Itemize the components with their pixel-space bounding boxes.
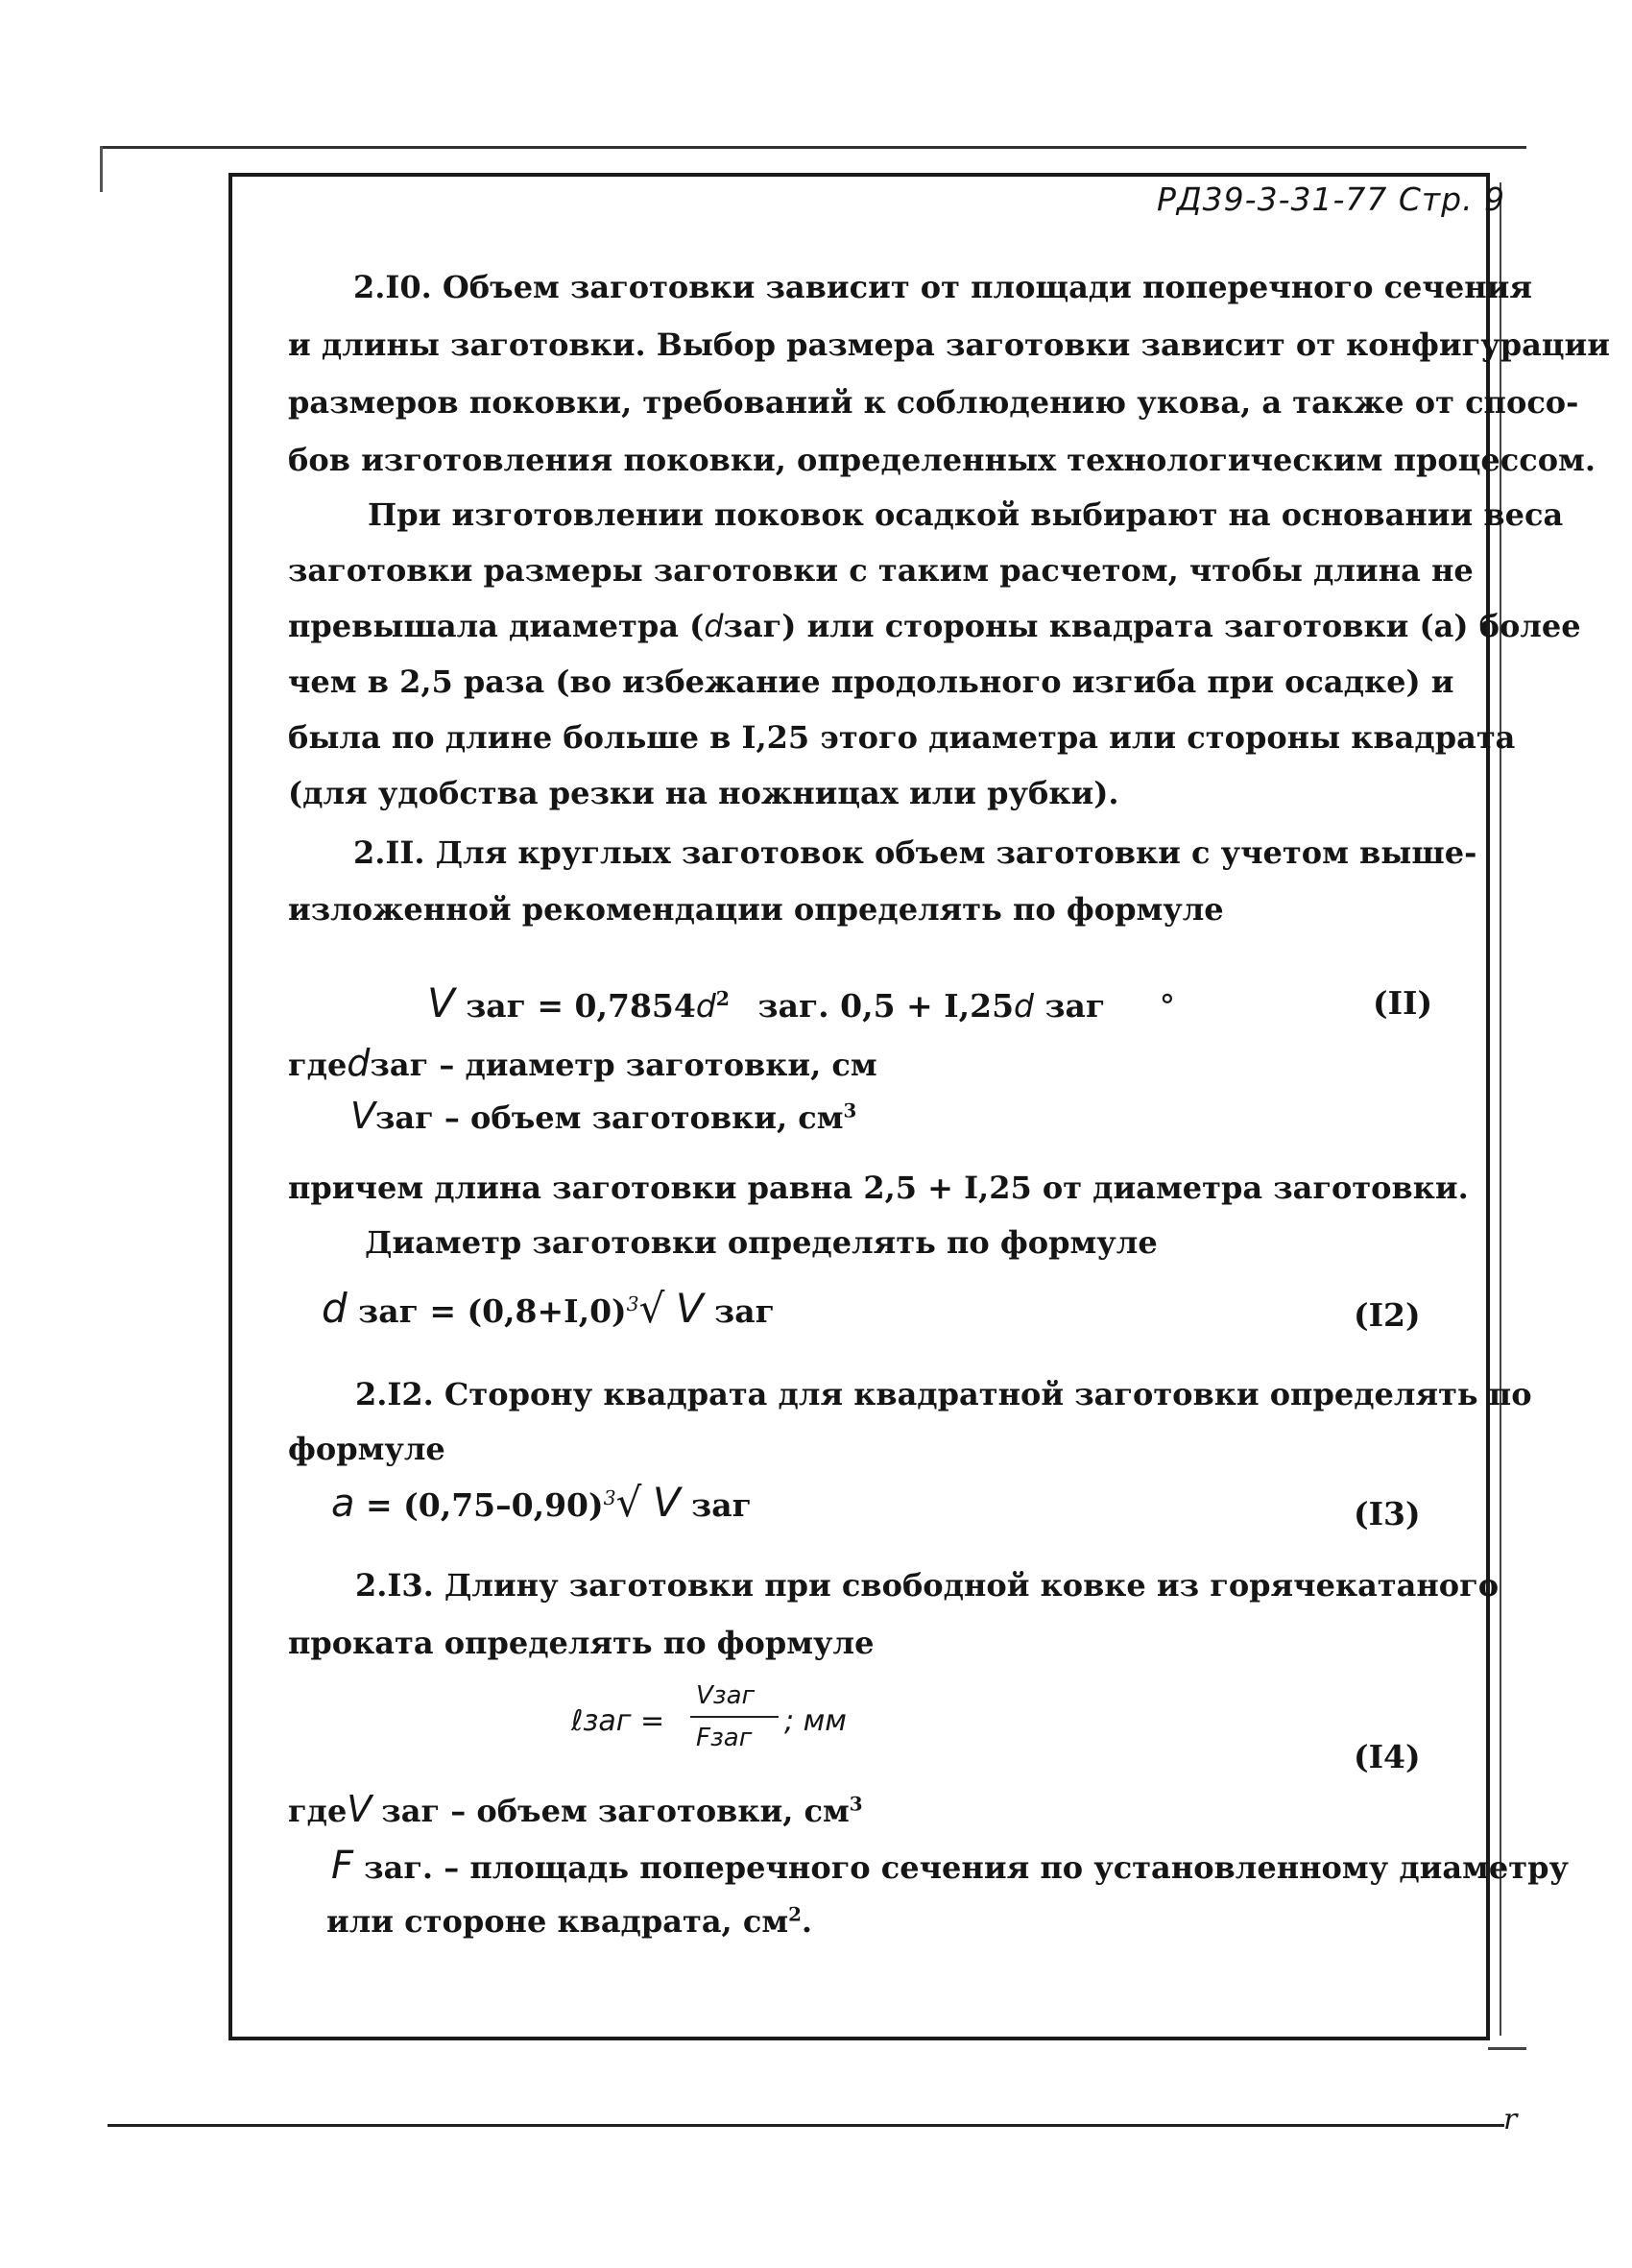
- paragraph-line: причем длина заготовки равна 2,5 + I,25 от диаметра заготовки.: [288, 1170, 1469, 1206]
- formula-part: заг: [714, 1292, 775, 1330]
- text-run: заг. – площадь поперечного сечения по установленному диаметру: [364, 1849, 1569, 1886]
- fraction-bar: [690, 1716, 779, 1718]
- formula-part: заг = (0,8+I,0): [358, 1292, 627, 1330]
- v-symbol: V: [350, 1095, 375, 1137]
- definition-line: [288, 1042, 877, 1084]
- outer-frame-left-tick: [100, 146, 103, 192]
- paragraph-line: При изготовлении поковок осадкой выбирают на основании веса: [368, 496, 1564, 533]
- root-index: 3: [626, 1292, 639, 1315]
- root-index: 3: [603, 1486, 616, 1509]
- formula-part: заг: [691, 1486, 752, 1524]
- d-symbol: d: [322, 1285, 348, 1332]
- formula-lhs: ℓзаг =: [571, 1704, 665, 1738]
- formula-part: = (0,75–0,90): [366, 1486, 604, 1524]
- formula-number: (I3): [1354, 1495, 1421, 1532]
- d-symbol: d: [695, 987, 716, 1025]
- text-run: заг – объем заготовки, см: [381, 1793, 850, 1829]
- fraction-numerator: Vзаг: [696, 1681, 756, 1710]
- f-symbol: F: [331, 1844, 354, 1888]
- text-run: где: [288, 1047, 348, 1083]
- a-symbol: a: [331, 1482, 355, 1526]
- text-run: или стороне квадрата, см: [326, 1903, 789, 1940]
- formula-13: [331, 1479, 752, 1526]
- paragraph-line: размеров поковки, требований к соблюдению укова, а также от спосо-: [288, 384, 1579, 421]
- d-symbol: d: [704, 608, 724, 644]
- paragraph-line: Диаметр заготовки определять по формуле: [365, 1224, 1158, 1261]
- paragraph-line: (для удобства резки на ножницах или рубки).: [288, 775, 1119, 811]
- formula-part: заг: [1044, 987, 1106, 1025]
- paragraph-line: чем в 2,5 раза (во избежание продольного изгиба при осадке) и: [288, 664, 1454, 700]
- paragraph-line: изложенной рекомендации определять по формуле: [288, 891, 1224, 928]
- v-symbol: V: [652, 1479, 681, 1526]
- paragraph-line: была по длине больше в I,25 этого диаметра или стороны квадрата: [288, 719, 1516, 756]
- paragraph-line: заготовки размеры заготовки с таким расчетом, чтобы длина не: [288, 552, 1474, 589]
- superscript: 3: [849, 1792, 863, 1816]
- paragraph-line: 2.I2. Сторону квадрата для квадратной заготовки определять по: [355, 1376, 1532, 1412]
- unit-label: ; мм: [784, 1704, 847, 1738]
- definition-line: [326, 1903, 812, 1940]
- formula-12: [322, 1285, 775, 1332]
- text-run: превышала диаметра (: [288, 608, 705, 644]
- text-run: заг – объем заготовки, см: [375, 1099, 844, 1136]
- root-sign: √: [638, 1285, 665, 1332]
- paragraph-line: бов изготовления поковки, определенных технологическим процессом.: [288, 442, 1596, 478]
- formula-number: (II): [1373, 984, 1433, 1022]
- paragraph-line: проката определять по формуле: [288, 1625, 875, 1661]
- paragraph-line: 2.I0. Объем заготовки зависит от площади поперечного сечения: [353, 269, 1532, 305]
- bottom-rule-tick: [1488, 2047, 1526, 2050]
- fraction-denominator: Fзаг: [696, 1724, 753, 1752]
- paragraph-line: 2.I3. Длину заготовки при свободной ковке из горячекатаного: [355, 1567, 1500, 1604]
- text-run: .: [801, 1903, 813, 1940]
- document-header: РД39-3-31-77 Стр. 9: [1157, 181, 1506, 218]
- d-symbol: d: [347, 1042, 371, 1084]
- root-sign: √: [615, 1479, 642, 1526]
- paragraph-line: [288, 608, 1581, 644]
- superscript: 3: [843, 1098, 857, 1122]
- definition-line: [350, 1095, 856, 1137]
- corner-mark: r: [1503, 2103, 1518, 2136]
- formula-part: заг = 0,7854: [466, 987, 696, 1025]
- d-symbol: d: [1014, 987, 1034, 1025]
- v-symbol: V: [675, 1285, 704, 1332]
- formula-part: заг. 0,5 + I,25: [757, 987, 1015, 1025]
- superscript: 2: [788, 1902, 802, 1926]
- text-run: заг – диаметр заготовки, см: [370, 1047, 877, 1083]
- definition-line: [288, 1788, 863, 1830]
- text-run: где: [288, 1793, 348, 1829]
- formula-number: (I4): [1354, 1738, 1421, 1775]
- text-run: заг) или стороны квадрата заготовки (а) более: [723, 608, 1581, 644]
- paragraph-line: 2.II. Для круглых заготовок объем заготовки с учетом выше-: [353, 834, 1477, 871]
- v-symbol: V: [347, 1788, 372, 1830]
- v-symbol: V: [427, 979, 455, 1026]
- superscript: 2: [715, 987, 731, 1010]
- degree-mark: °: [1159, 987, 1176, 1025]
- outer-frame-top-line: [101, 146, 1526, 149]
- definition-line: [331, 1844, 1569, 1888]
- formula-number: (I2): [1354, 1296, 1421, 1334]
- formula-11: [427, 979, 1175, 1026]
- bottom-rule: [108, 2124, 1504, 2127]
- paragraph-line: формуле: [288, 1431, 445, 1467]
- paragraph-line: и длины заготовки. Выбор размера заготовки зависит от конфигурации: [288, 326, 1610, 363]
